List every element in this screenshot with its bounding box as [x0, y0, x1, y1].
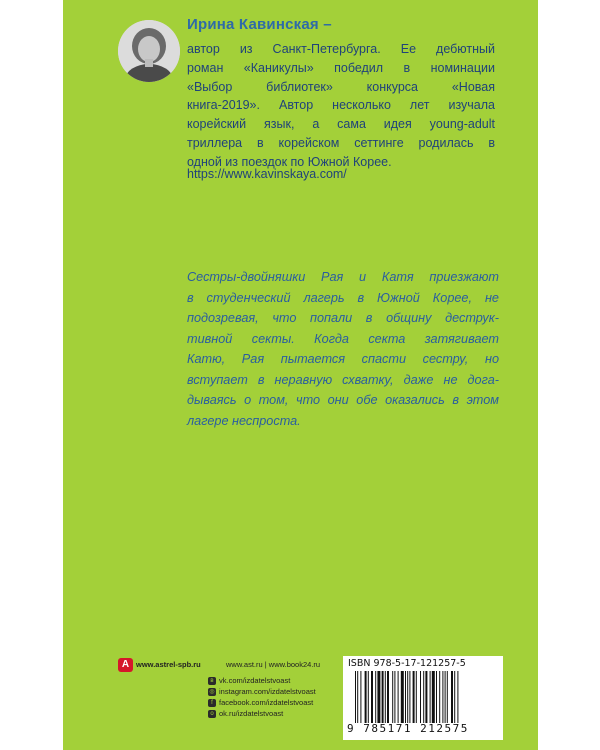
barcode-bar	[447, 671, 448, 723]
blurb-line: вступает в неравную схватку, даже не дога-	[187, 372, 499, 387]
barcode-digits: 9 785171 212575	[347, 722, 469, 735]
barcode-bar	[360, 671, 361, 723]
barcode-bar	[375, 671, 376, 723]
social-link-instagram[interactable]	[208, 687, 316, 697]
barcode-bar	[432, 671, 435, 723]
barcode-bar	[392, 671, 393, 723]
bio-line: роман «Каникулы» победил в номинации	[187, 60, 495, 75]
author-name: Ирина Кавинская –	[187, 16, 332, 33]
publisher-footer	[118, 656, 498, 736]
barcode-bar	[368, 671, 369, 723]
barcode-bar	[371, 671, 373, 723]
book-blurb	[187, 267, 499, 431]
bio-line: триллера в корейском сеттинге родилась в	[187, 135, 495, 150]
author-bio	[187, 40, 495, 172]
barcode-bar	[394, 671, 395, 723]
barcode-bar	[385, 671, 386, 723]
barcode-bar	[430, 671, 431, 723]
barcode-icon	[353, 671, 493, 723]
blurb-line: Катю, Рая пытается спасти сестру, но	[187, 352, 499, 366]
blurb-line: тивной секты. Когда секта затягивает	[187, 331, 499, 346]
social-link-text: vk.com/izdatelstvoast	[219, 676, 291, 686]
bio-line: «Выбор библиотек» конкурса «Новая	[187, 79, 495, 94]
barcode-bar	[454, 671, 455, 723]
isbn-barcode-block	[343, 656, 503, 740]
barcode-bar	[387, 671, 389, 723]
facebook-icon: f	[208, 699, 216, 707]
social-link-text: ok.ru/izdatelstvoast	[219, 709, 284, 719]
social-link-text: instagram.com/izdatelstvoast	[219, 687, 316, 697]
social-link-text: facebook.com/izdatelstvoast	[219, 698, 314, 708]
barcode-bar	[377, 671, 380, 723]
publisher-logo-icon: A	[118, 658, 133, 672]
bio-line: книга-2019». Автор несколько лет изучала	[187, 98, 495, 113]
social-link-odnoklassniki[interactable]	[208, 709, 283, 719]
blurb-line: Сестры-двойняшки Рая и Катя приезжают	[187, 270, 499, 284]
barcode-bar	[413, 671, 415, 723]
barcode-bar	[439, 671, 440, 723]
barcode-bar	[409, 671, 410, 723]
barcode-bar	[445, 671, 446, 723]
barcode-bar	[382, 671, 384, 723]
blurb-line: в студенческий лагерь в Южной Корее, не	[187, 290, 499, 305]
barcode-bar	[365, 671, 367, 723]
instagram-icon: ◎	[209, 689, 215, 696]
blurb-line: подозревая, что попали в общину деструк-	[187, 311, 499, 325]
barcode-bar	[407, 671, 408, 723]
bio-line: корейский язык, а сама идея young-adult	[187, 117, 495, 132]
barcode-bar	[423, 671, 424, 723]
barcode-bar	[442, 671, 443, 723]
barcode-bar	[416, 671, 417, 723]
barcode-bar	[355, 671, 356, 723]
barcode-bar	[451, 671, 453, 723]
social-link-facebook[interactable]	[208, 698, 313, 708]
author-portrait-icon	[118, 20, 180, 82]
barcode-bar	[405, 671, 406, 723]
barcode-bar	[425, 671, 427, 723]
social-link-vk[interactable]	[208, 676, 290, 686]
bio-line: автор из Санкт-Петербурга. Ее дебютный	[187, 42, 495, 56]
vk-icon: в	[208, 677, 216, 685]
author-photo	[118, 20, 180, 82]
ast-websites-link[interactable]: www.ast.ru | www.book24.ru	[226, 660, 321, 669]
blurb-line: лагере неспроста.	[187, 413, 301, 428]
isbn-label: ISBN 978-5-17-121257-5	[348, 658, 466, 669]
barcode-bar	[357, 671, 358, 723]
blurb-line: дываясь о том, что они обе оказались в этом	[187, 393, 499, 407]
barcode-bar	[398, 671, 399, 723]
barcode-bar	[457, 671, 458, 723]
astrel-website-link[interactable]: www.astrel-spb.ru	[136, 660, 201, 669]
odnoklassniki-icon: о	[208, 710, 216, 718]
barcode-bar	[420, 671, 421, 723]
barcode-bar	[436, 671, 437, 723]
bio-line: одной из поездок по Южной Корее.	[187, 154, 392, 169]
author-website-link[interactable]: https://www.kavinskaya.com/	[187, 167, 347, 181]
barcode-bar	[401, 671, 404, 723]
